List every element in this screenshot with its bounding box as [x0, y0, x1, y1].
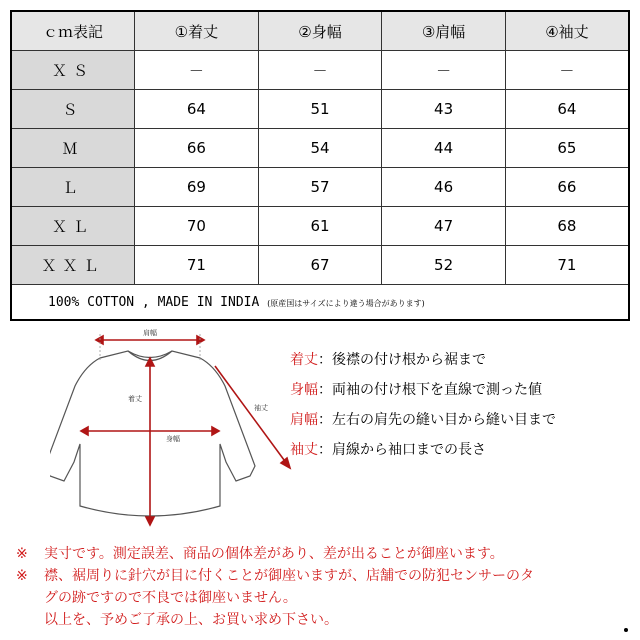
length-label: 着丈	[128, 395, 142, 403]
shirt-measurement-diagram	[50, 326, 300, 536]
legend-desc: ：後襟の付け根から裾まで	[318, 352, 486, 368]
table-cell: 66	[505, 168, 629, 207]
table-cell: 68	[505, 207, 629, 246]
table-cell: 52	[382, 246, 506, 285]
footnote-text: 襟、裾周りに針穴が目に付くことが御座いますが、店舗での防犯センサーのタ	[44, 568, 534, 584]
decorative-dot	[624, 628, 628, 632]
table-cell: 66	[135, 129, 259, 168]
legend-term: 身幅	[290, 382, 318, 398]
header-cell: ③肩幅	[382, 11, 506, 51]
legend-item	[290, 405, 556, 435]
arrow-head	[146, 517, 154, 525]
table-cell: 70	[135, 207, 259, 246]
table-cell: 71	[135, 246, 259, 285]
table-row	[11, 90, 629, 129]
table-cell: －	[135, 51, 259, 90]
table-header-row	[11, 11, 629, 51]
table-cell: －	[258, 51, 382, 90]
size-label: ＸＸＬ	[11, 246, 135, 285]
size-label: ＸＳ	[11, 51, 135, 90]
table-cell: －	[505, 51, 629, 90]
size-table	[10, 10, 630, 321]
arrow-head	[96, 336, 103, 344]
legend-desc: ：左右の肩先の縫い目から縫い目まで	[318, 412, 556, 428]
table-cell: 64	[135, 90, 259, 129]
legend-item	[290, 345, 556, 375]
arrow-head	[281, 458, 290, 468]
legend-item	[290, 375, 556, 405]
footnote-line	[16, 609, 636, 631]
legend-desc: ：両袖の付け根下を直線で測った値	[318, 382, 542, 398]
note-mark: ※	[16, 546, 28, 562]
table-cell: 65	[505, 129, 629, 168]
origin-disclaimer: (原産国はサイズにより違う場合があります)	[267, 298, 425, 308]
table-cell: －	[382, 51, 506, 90]
arrow-head	[81, 427, 88, 435]
footnote-line	[16, 565, 636, 587]
material-note	[11, 285, 629, 321]
table-cell: 44	[382, 129, 506, 168]
size-label: Ｍ	[11, 129, 135, 168]
width-label: 身幅	[166, 435, 180, 443]
legend-term: 肩幅	[290, 412, 318, 428]
table-cell: 47	[382, 207, 506, 246]
measurement-legend	[290, 345, 556, 465]
shirt-outline	[50, 351, 255, 516]
table-row	[11, 51, 629, 90]
table-cell: 61	[258, 207, 382, 246]
table-cell: 64	[505, 90, 629, 129]
footnote-text: グの跡ですので不良では御座いません。	[44, 590, 297, 606]
size-label: ＸＬ	[11, 207, 135, 246]
size-label: Ｓ	[11, 90, 135, 129]
table-cell: 69	[135, 168, 259, 207]
header-cell: ①着丈	[135, 11, 259, 51]
shoulder-label: 肩幅	[143, 329, 157, 337]
arrow-head	[146, 358, 154, 366]
table-row	[11, 168, 629, 207]
table-cell: 67	[258, 246, 382, 285]
legend-term: 袖丈	[290, 442, 318, 458]
arrow-head	[212, 427, 219, 435]
table-cell: 46	[382, 168, 506, 207]
footnote-text: 以上を、予めご了承の上、お買い求め下さい。	[44, 612, 338, 628]
material-origin-text: 100% COTTON , MADE IN INDIA	[48, 294, 260, 310]
table-row	[11, 246, 629, 285]
table-row	[11, 207, 629, 246]
table-cell: 51	[258, 90, 382, 129]
header-cell: ｃｍ表記	[11, 11, 135, 51]
footnote-line	[16, 543, 636, 565]
legend-desc: ：肩線から袖口までの長さ	[318, 442, 486, 458]
table-cell: 57	[258, 168, 382, 207]
legend-term: 着丈	[290, 352, 318, 368]
footnote-text: 実寸です。測定誤差、商品の個体差があり、差が出ることが御座います。	[44, 546, 504, 562]
footnote-line	[16, 587, 636, 609]
header-cell: ④袖丈	[505, 11, 629, 51]
size-label: Ｌ	[11, 168, 135, 207]
table-cell: 54	[258, 129, 382, 168]
sleeve-label: 袖丈	[254, 404, 268, 412]
footnotes	[16, 543, 636, 631]
header-cell: ②身幅	[258, 11, 382, 51]
note-mark: ※	[16, 568, 28, 584]
table-cell: 43	[382, 90, 506, 129]
note-row	[11, 285, 629, 321]
table-row	[11, 129, 629, 168]
legend-item	[290, 435, 556, 465]
arrow-head	[197, 336, 204, 344]
sleeve-measure-line	[215, 366, 287, 464]
table-cell: 71	[505, 246, 629, 285]
